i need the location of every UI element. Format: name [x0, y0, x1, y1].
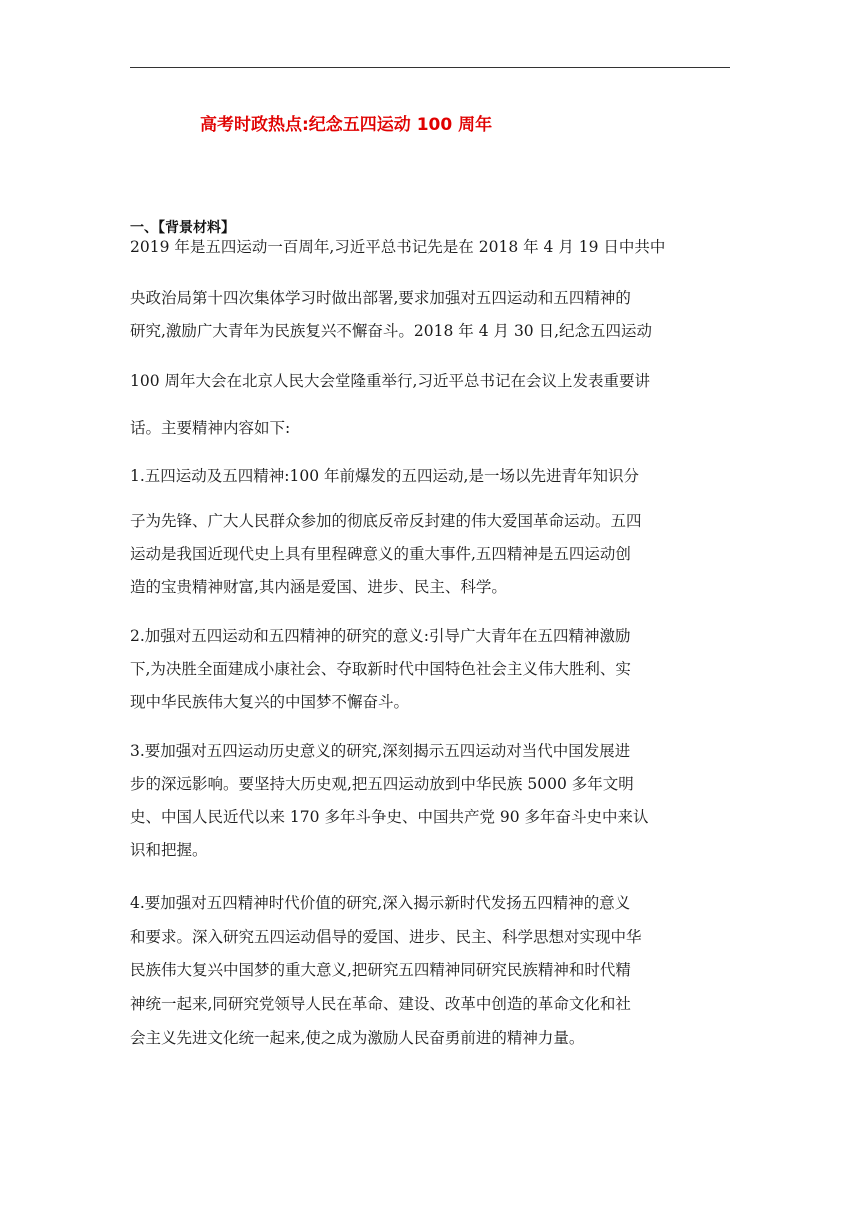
body-line: 4.要加强对五四精神时代价值的研究,深入揭示新时代发扬五四精神的意义 — [130, 894, 631, 912]
body-line: 史、中国人民近代以来 170 多年斗争史、中国共产党 90 多年奋斗史中来认 — [130, 808, 649, 826]
body-line: 识和把握。 — [130, 841, 208, 859]
body-line: 运动是我国近现代史上具有里程碑意义的重大事件,五四精神是五四运动创 — [130, 545, 631, 563]
body-line: 研究,激励广大青年为民族复兴不懈奋斗。2018 年 4 月 30 日,纪念五四运动 — [130, 322, 653, 340]
document-title: 高考时政热点:纪念五四运动 100 周年 — [200, 115, 493, 135]
section-heading: 一、【背景材料】 — [130, 220, 235, 236]
body-line: 造的宝贵精神财富,其内涵是爱国、进步、民主、科学。 — [130, 578, 507, 596]
body-line: 步的深远影响。要坚持大历史观,把五四运动放到中华民族 5000 多年文明 — [130, 775, 634, 793]
body-line: 2019 年是五四运动一百周年,习近平总书记先是在 2018 年 4 月 19 日中共中 — [130, 238, 666, 256]
body-line: 和要求。深入研究五四运动倡导的爱国、进步、民主、科学思想对实现中华 — [130, 928, 642, 946]
body-line: 央政治局第十四次集体学习时做出部署,要求加强对五四运动和五四精神的 — [130, 289, 631, 307]
body-line: 子为先锋、广大人民群众参加的彻底反帝反封建的伟大爱国革命运动。五四 — [130, 512, 642, 530]
body-line: 神统一起来,同研究党领导人民在革命、建设、改革中创造的革命文化和社 — [130, 995, 631, 1013]
header-rule — [130, 67, 730, 68]
body-line: 2.加强对五四运动和五四精神的研究的意义:引导广大青年在五四精神激励 — [130, 627, 631, 645]
body-line: 话。主要精神内容如下: — [130, 419, 291, 437]
body-line: 100 周年大会在北京人民大会堂隆重举行,习近平总书记在会议上发表重要讲 — [130, 372, 650, 390]
body-line: 会主义先进文化统一起来,使之成为激励人民奋勇前进的精神力量。 — [130, 1029, 585, 1047]
body-line: 1.五四运动及五四精神:100 年前爆发的五四运动,是一场以先进青年知识分 — [130, 467, 639, 485]
body-line: 下,为决胜全面建成小康社会、夺取新时代中国特色社会主义伟大胜利、实 — [130, 660, 631, 678]
body-line: 3.要加强对五四运动历史意义的研究,深刻揭示五四运动对当代中国发展进 — [130, 742, 631, 760]
body-line: 民族伟大复兴中国梦的重大意义,把研究五四精神同研究民族精神和时代精 — [130, 961, 631, 979]
body-line: 现中华民族伟大复兴的中国梦不懈奋斗。 — [130, 693, 410, 711]
